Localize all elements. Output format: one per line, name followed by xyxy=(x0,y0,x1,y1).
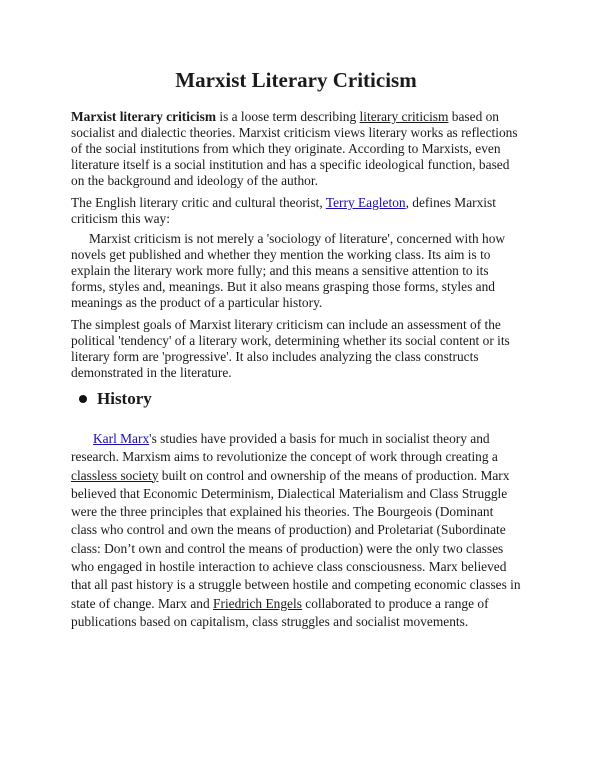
terry-eagleton-link[interactable]: Terry Eagleton xyxy=(325,195,406,210)
intro-text-a: is a loose term describing xyxy=(216,109,360,124)
history-heading: History xyxy=(97,389,152,408)
history-text-c: collaborated to produce a range of publications based on capitalism, class struggles and socialist movements. xyxy=(71,595,489,629)
classless-society-link[interactable]: classless society xyxy=(71,467,159,483)
history-paragraph xyxy=(71,430,521,631)
goals-paragraph: The simplest goals of Marxist literary criticism can include an assessment of the political 'tendency' of a literary work, determining whether its social content or its literary form are 'progressive'. It also includes analyzing the class constructs demonstrated in the literature. xyxy=(71,317,510,380)
karl-marx-link[interactable]: Karl Marx xyxy=(93,431,150,446)
intro-text-b: based on socialist and dialectic theories. Marxist criticism views literary works as reflections of the social institutions from which they originate. According to Marxists, even literature itself is a social institution and has a specific ideological function, based on the background and ideology of the author. xyxy=(71,109,518,188)
friedrich-engels-link[interactable]: Friedrich Engels xyxy=(213,595,302,611)
page-title: Marxist Literary Criticism xyxy=(175,68,417,92)
intro-paragraph xyxy=(71,109,521,189)
bullet-icon xyxy=(79,395,87,403)
history-text-a: 's studies have provided a basis for much in socialist theory and research. Marxism aims to revolutionize the concept of work through creating a xyxy=(71,431,498,465)
eagleton-paragraph xyxy=(71,195,521,227)
eagleton-text-a: The English literary critic and cultural theorist, xyxy=(71,195,326,210)
document-page xyxy=(71,68,521,631)
eagleton-quote: Marxist criticism is not merely a 'sociology of literature', concerned with how novels get published and whether they mention the working class. Its aim is to explain the literary work more fully; and this means a sensitive attention to its forms, styles and, meanings. But it also means grasping those forms, styles and meanings as the product of a particular history. xyxy=(71,231,506,310)
intro-bold-term: Marxist literary criticism xyxy=(71,109,216,124)
history-text-b: built on control and ownership of the means of production. Marx believed that Economic Determinism, Dialectical Materialism and Class Struggle were the three principles that explained his theories. The Bourgeois (Dominant class who control and own the means of production) and Proletariat (Subordinate class: Don’t own and control the means of production) were the only two classes who engaged in hostile interaction to achieve class consciousness. Marx believed that all past history is a struggle between hostile and competing economic classes in state of change. Marx and xyxy=(71,467,521,611)
history-section-header xyxy=(71,389,521,409)
literary-criticism-link[interactable]: literary criticism xyxy=(359,109,449,124)
eagleton-text-b: , defines Marxist criticism this way: xyxy=(71,195,496,226)
